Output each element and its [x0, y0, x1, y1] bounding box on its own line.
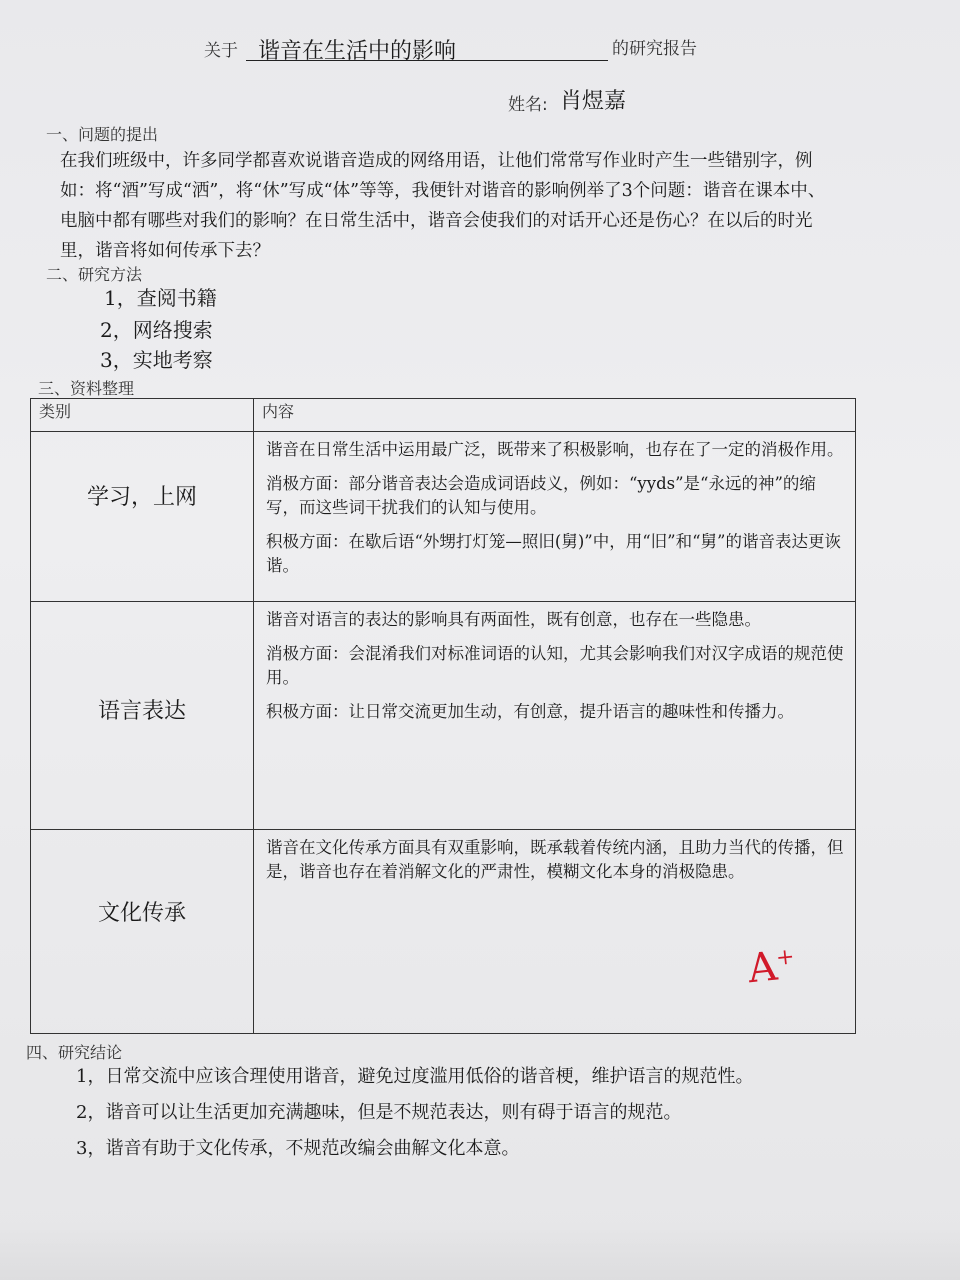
content-paragraph: 谐音对语言的表达的影响具有两面性，既有创意，也存在一些隐患。: [266, 610, 761, 629]
method-item: 3，实地考察: [100, 348, 213, 372]
category-cell: [31, 830, 254, 1034]
student-name: 肖煜嘉: [560, 89, 627, 114]
report-topic: 谐音在生活中的影响: [258, 39, 457, 64]
conclusion-item: 2，谐音可以让生活更加充满趣味，但是不规范表达，则有碍于语言的规范。: [76, 1102, 682, 1123]
about-prefix: 关于: [204, 41, 238, 61]
content-paragraph: 谐音在文化传承方面具有双重影响，既承载着传统内涵，且助力当代的传播，但是，谐音也存在着消解文化的严肃性，模糊文化本身的消极隐患。: [266, 838, 844, 881]
content-paragraph: 积极方面：在歇后语“外甥打灯笼—照旧(舅)”中，用“旧”和“舅”的谐音表达更诙谐。: [266, 532, 841, 575]
category-cell: [31, 432, 254, 602]
table-row: [31, 830, 856, 1034]
photo-shadow: [0, 1220, 960, 1280]
section4-heading: 四、研究结论: [26, 1043, 123, 1062]
content-cell: [254, 432, 856, 602]
conclusion-item: 1，日常交流中应该合理使用谐音，避免过度滥用低俗的谐音梗，维护语言的规范性。: [76, 1066, 754, 1087]
column-header-category: 类别: [31, 399, 254, 432]
content-paragraph: 积极方面：让日常交流更加生动，有创意，提升语言的趣味性和传播力。: [266, 702, 794, 721]
method-item: 2，网络搜索: [100, 318, 213, 342]
grade-letter: A: [745, 943, 780, 993]
grade-plus: +: [774, 944, 796, 972]
content-paragraph: 消极方面：部分谐音表达会造成词语歧义，例如：“yyds”是“永远的神”的缩写，而这些词干扰我们的认知与使用。: [266, 474, 816, 517]
column-header-content: 内容: [254, 399, 856, 432]
method-item: 1，查阅书籍: [104, 286, 217, 310]
table-header-row: [31, 399, 856, 432]
category-label: 学习，上网: [86, 485, 197, 510]
report-suffix: 的研究报告: [612, 39, 697, 59]
content-paragraph: 谐音在日常生活中运用最广泛，既带来了积极影响，也存在了一定的消极作用。: [266, 440, 844, 459]
content-cell: [254, 602, 856, 830]
section1-text: 在我们班级中，许多同学都喜欢说谐音造成的网络用语，让他们常常写作业时产生一些错别字，例如：将“酒”写成“洒”，将“休”写成“体”等等，我便针对谐音的影响例举了3个问题：谐音在课本中、电脑中都有哪些对我们的影响？在日常生活中，谐音会使我们的对话开心还是伤心？在以后的时光里，谐音将如何传承下去？: [60, 151, 826, 261]
table-row: [31, 602, 856, 830]
category-label: 文化传承: [97, 901, 186, 926]
section1-heading: 一、问题的提出: [46, 125, 159, 144]
section3-heading: 三、资料整理: [38, 379, 135, 398]
table-row: [31, 432, 856, 602]
content-cell: [254, 830, 856, 1034]
name-label: 姓名:: [508, 95, 548, 115]
conclusion-item: 3，谐音有助于文化传承，不规范改编会曲解文化本意。: [76, 1138, 520, 1159]
category-cell: [31, 602, 254, 830]
data-table: [30, 398, 856, 1034]
section2-heading: 二、研究方法: [46, 265, 143, 284]
grade-mark: [746, 942, 798, 993]
category-label: 语言表达: [97, 699, 186, 724]
content-paragraph: 消极方面：会混淆我们对标准词语的认知，尤其会影响我们对汉字成语的规范使用。: [266, 644, 844, 687]
